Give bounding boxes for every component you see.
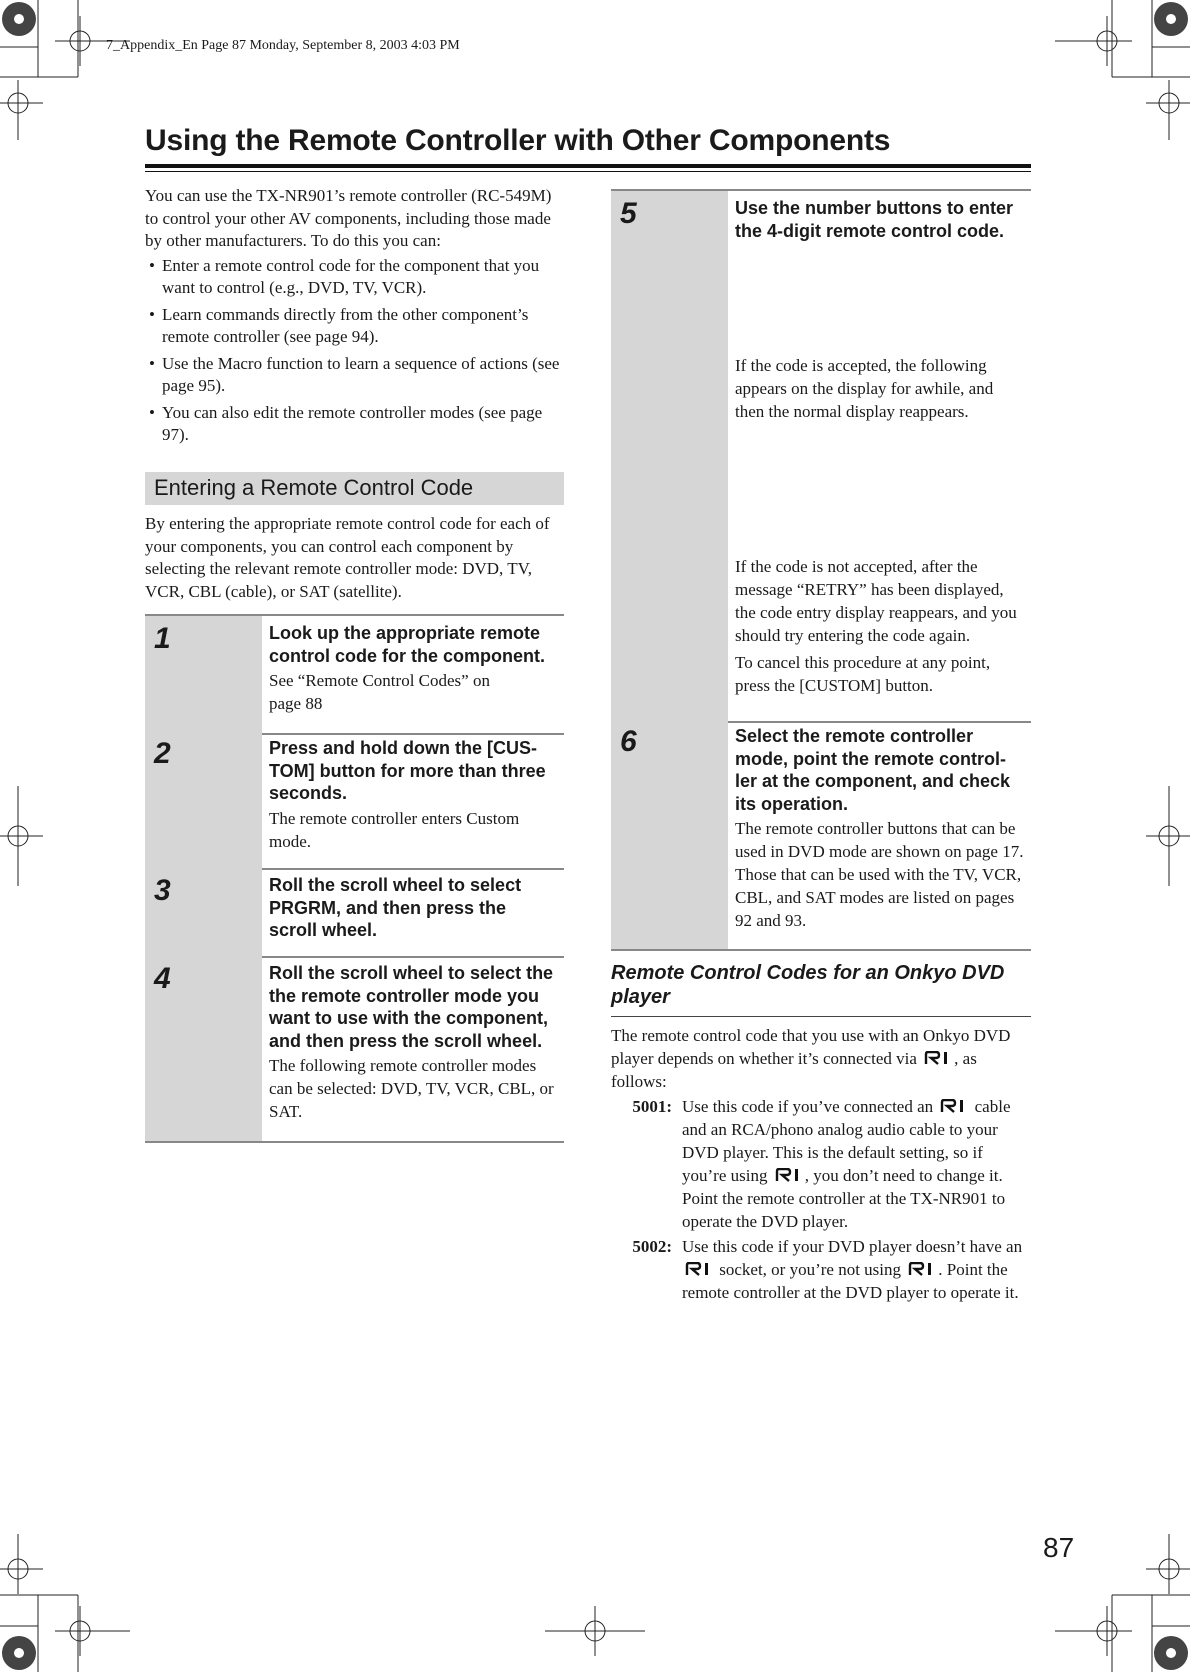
step-number: 3 (145, 868, 262, 956)
step-2 (145, 731, 564, 870)
registration-target-right-middle (1146, 786, 1190, 886)
code-text-b: cable and an RCA/phono analog audio cable to your DVD player. This is the default setting, so if you’re using (682, 1097, 1011, 1185)
ri-icon (939, 1099, 968, 1113)
code-text-a: Use this code if you’ve connected an (682, 1097, 934, 1116)
registration-target-bottom-right (1055, 1606, 1132, 1656)
starburst-top-left (2, 2, 36, 36)
step-title: Roll the scroll wheel to select PRGRM, and then press the scroll wheel. (269, 875, 522, 940)
step-number: 5 (611, 191, 728, 721)
step-5 (611, 189, 1031, 723)
intro-block (145, 185, 565, 451)
intro-bullet-list (145, 255, 565, 447)
starburst-bottom-left (2, 1636, 36, 1670)
code-text-b: socket, or you’re not using (719, 1260, 902, 1279)
file-header-line: 7_Appendix_En Page 87 Monday, September 8, 2003 4:03 PM (106, 38, 460, 53)
step-title: Roll the scroll wheel to select the the remote controller mode you want to use with the component, and then press the scroll wheel. (269, 963, 554, 1051)
title-rule-thick (145, 164, 1031, 168)
step-number: 1 (145, 616, 262, 733)
dvd-codes-block (611, 1024, 1031, 1304)
step-number: 6 (611, 719, 728, 949)
registration-target-right-upper (1146, 80, 1190, 140)
step-text: The remote controller buttons that can be used in DVD mode are shown on page 17. Those that can be used with the TV, VCR, CBL, and SAT modes are listed on pages 92 and 93. (735, 819, 1024, 930)
step-text: The remote controller enters Custom mode. (269, 808, 520, 851)
registration-target-left-lower (0, 1534, 43, 1594)
code-entry-5001 (611, 1095, 1031, 1233)
page-title: Using the Remote Controller with Other Components (145, 124, 891, 157)
registration-target-right-lower (1146, 1534, 1190, 1594)
dvd-codes-heading: Remote Control Codes for an Onkyo DVD player (611, 962, 1005, 1008)
code-text-a: Use this code if your DVD player doesn’t have an (682, 1237, 1023, 1256)
ri-icon (684, 1262, 713, 1276)
dvd-codes-intro (611, 1024, 1031, 1093)
starburst-bottom-right (1154, 1636, 1188, 1670)
section-heading: Entering a Remote Control Code (154, 475, 474, 500)
code-term: 5002: (632, 1237, 672, 1256)
step-text-cancel: To cancel this procedure at any point, press the [CUSTOM] button. (735, 653, 991, 695)
step-text-not-accepted: If the code is not accepted, after the message “RETRY” has been displayed, the code entry display reappears, and you should try entering the code again. (735, 557, 1017, 645)
list-item: • Use the Macro function to learn a sequence of actions (see page 95). (145, 353, 565, 398)
registration-target-left-upper (0, 80, 43, 140)
section-text: By entering the appropriate remote control code for each of your components, you can control each component by selecting the relevant remote controller mode: DVD, TV, VCR, CBL (cable), or SAT (satellite). (145, 514, 550, 601)
registration-target-left-middle (0, 786, 43, 886)
dvd-codes-rule (611, 1016, 1031, 1017)
code-entry-5002 (611, 1235, 1031, 1304)
step-title: Press and hold down the [CUS-TOM] button for more than three seconds. (269, 738, 546, 803)
starburst-top-right (1154, 2, 1188, 36)
title-rule-thin (145, 171, 1031, 172)
list-item: • Learn commands directly from the other component’s remote controller (see page 94). (145, 304, 565, 349)
step-number: 4 (145, 956, 262, 1141)
code-text-c: . Point the remote controller at the DVD player to operate it. (682, 1260, 1019, 1302)
intro-text: You can use the TX-NR901’s remote controller (RC-549M) to control your other AV components, including those made by other manufacturers. To do this you can: (145, 186, 552, 250)
step-4 (145, 956, 564, 1143)
list-item: • You can also edit the remote controller modes (see page 97). (145, 402, 565, 447)
registration-target-bottom-left (55, 1606, 130, 1656)
step-title: Use the number buttons to enter the 4-digit remote control code. (735, 198, 1014, 241)
ri-icon (907, 1262, 936, 1276)
ri-icon (923, 1051, 952, 1065)
step-text-accepted: If the code is accepted, the following appears on the display for awhile, and then the normal display reappears. (735, 356, 994, 421)
step-6 (611, 719, 1031, 951)
step-number: 2 (145, 731, 262, 868)
step-text: See “Remote Control Codes” on page 88 (269, 671, 490, 713)
code-description (682, 1235, 1031, 1304)
intro-text-a: The remote control code that you use with an Onkyo DVD player depends on whether it’s connected via (611, 1026, 1011, 1068)
step-3 (145, 868, 564, 958)
code-description (682, 1095, 1031, 1233)
list-item: • Enter a remote control code for the component that you want to control (e.g., DVD, TV, VCR). (145, 255, 565, 300)
ri-icon (774, 1168, 803, 1182)
intro-text-b: , as follows: (611, 1049, 977, 1091)
registration-target-bottom-center (545, 1606, 645, 1656)
section-heading-box (145, 472, 564, 505)
registration-target-top-right (1055, 16, 1132, 66)
step-title: Look up the appropriate remote control code for the component. (269, 623, 546, 666)
code-text-c: , you don’t need to change it. Point the remote controller at the TX-NR901 to operate the DVD player. (682, 1166, 1006, 1231)
step-1 (145, 614, 564, 735)
page-number: 87 (1043, 1532, 1075, 1563)
code-term: 5001: (632, 1097, 672, 1116)
step-title: Select the remote controller mode, point the remote control-ler at the component, and check its operation. (735, 726, 1011, 814)
step-text: The following remote controller modes can be selected: DVD, TV, VCR, CBL, or SAT. (269, 1056, 554, 1121)
